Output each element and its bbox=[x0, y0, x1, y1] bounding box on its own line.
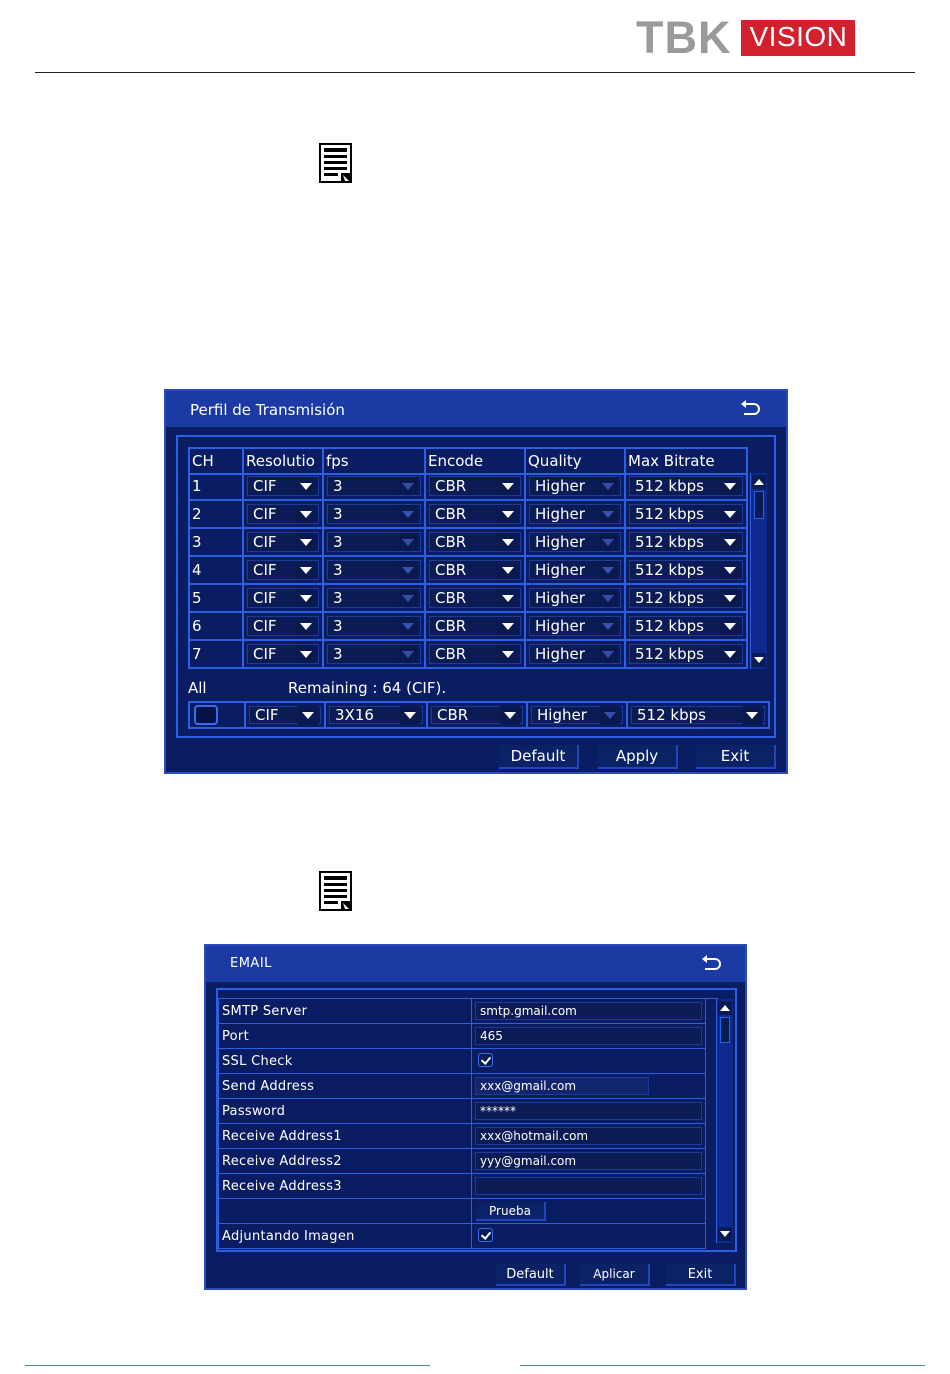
fps-cell bbox=[324, 529, 426, 557]
enc-value: CBR bbox=[435, 561, 467, 579]
chevron-down-icon[interactable] bbox=[720, 589, 740, 607]
all-bitrate-dropdown[interactable] bbox=[631, 706, 765, 724]
text-input[interactable]: yyy@gmail.com bbox=[475, 1152, 702, 1170]
stream-window-title: Perfil de Transmisión bbox=[190, 401, 345, 419]
bit-cell bbox=[626, 473, 748, 501]
setting-label: Port bbox=[218, 1024, 472, 1049]
chevron-down-icon[interactable] bbox=[598, 477, 618, 495]
setting-value-cell bbox=[472, 1199, 706, 1224]
bit-cell bbox=[626, 585, 748, 613]
remaining-text: Remaining : 64 (CIF). bbox=[288, 679, 447, 697]
all-fps-cell bbox=[326, 703, 428, 727]
channel-number: 7 bbox=[188, 641, 244, 669]
email-window bbox=[204, 944, 747, 1290]
scroll-up-button[interactable] bbox=[752, 475, 766, 489]
chevron-down-icon[interactable] bbox=[742, 706, 762, 724]
fps-value: 3 bbox=[333, 505, 343, 523]
res-dropdown[interactable] bbox=[247, 588, 319, 608]
scroll-thumb[interactable] bbox=[720, 1017, 730, 1043]
back-arrow-icon[interactable] bbox=[740, 400, 762, 418]
fps-dropdown[interactable] bbox=[327, 588, 421, 608]
email-window-title: EMAIL bbox=[230, 956, 272, 971]
email-setting-row bbox=[218, 1124, 706, 1149]
enc-dropdown[interactable] bbox=[429, 532, 521, 552]
res-value: CIF bbox=[253, 645, 277, 663]
footer-rule-right bbox=[520, 1365, 925, 1366]
res-value: CIF bbox=[253, 533, 277, 551]
checkbox-checked[interactable] bbox=[478, 1053, 493, 1067]
enc-dropdown[interactable] bbox=[429, 560, 521, 580]
stream-row bbox=[188, 501, 748, 527]
all-check-cell bbox=[190, 703, 246, 727]
chevron-down-icon[interactable] bbox=[400, 706, 420, 724]
enc-cell bbox=[426, 585, 526, 613]
fps-value: 3 bbox=[333, 589, 343, 607]
channel-number: 5 bbox=[188, 585, 244, 613]
chevron-down-icon[interactable] bbox=[498, 589, 518, 607]
setting-value-cell bbox=[472, 1124, 706, 1149]
qua-value: Higher bbox=[535, 477, 585, 495]
bit-value: 512 kbps bbox=[635, 645, 704, 663]
qua-cell bbox=[526, 641, 626, 669]
all-channels-checkbox[interactable] bbox=[194, 705, 218, 725]
email-setting-row bbox=[218, 1174, 706, 1199]
stream-row bbox=[188, 473, 748, 499]
res-dropdown[interactable] bbox=[247, 476, 319, 496]
setting-value-cell bbox=[472, 1099, 706, 1124]
apply-button[interactable]: Apply bbox=[598, 745, 678, 769]
col-quality: Quality bbox=[526, 447, 626, 475]
chevron-down-icon[interactable] bbox=[720, 533, 740, 551]
text-input[interactable]: xxx@hotmail.com bbox=[475, 1127, 702, 1145]
enc-dropdown[interactable] bbox=[429, 476, 521, 496]
bit-dropdown[interactable] bbox=[629, 644, 743, 664]
chevron-down-icon[interactable] bbox=[720, 505, 740, 523]
fps-dropdown[interactable] bbox=[327, 644, 421, 664]
email-setting-row bbox=[218, 1099, 706, 1124]
qua-value: Higher bbox=[535, 645, 585, 663]
logo-vision-badge: VISION bbox=[741, 20, 855, 56]
qua-cell bbox=[526, 473, 626, 501]
enc-cell bbox=[426, 529, 526, 557]
bit-cell bbox=[626, 501, 748, 529]
chevron-down-icon[interactable] bbox=[398, 589, 418, 607]
fps-value: 3 bbox=[333, 645, 343, 663]
all-quality-value: Higher bbox=[537, 706, 587, 724]
chevron-down-icon[interactable] bbox=[598, 617, 618, 635]
qua-dropdown[interactable] bbox=[529, 588, 621, 608]
channel-number: 4 bbox=[188, 557, 244, 585]
email-setting-row bbox=[218, 1149, 706, 1174]
stream-row bbox=[188, 641, 748, 667]
qua-value: Higher bbox=[535, 561, 585, 579]
all-bitrate-cell bbox=[628, 703, 768, 727]
chevron-down-icon[interactable] bbox=[296, 505, 316, 523]
text-input[interactable]: xxx@gmail.com bbox=[475, 1077, 649, 1095]
res-cell bbox=[244, 473, 324, 501]
fps-cell bbox=[324, 585, 426, 613]
setting-value-cell bbox=[472, 1174, 706, 1199]
qua-cell bbox=[526, 613, 626, 641]
bit-dropdown[interactable] bbox=[629, 504, 743, 524]
fps-cell bbox=[324, 501, 426, 529]
qua-dropdown[interactable] bbox=[529, 476, 621, 496]
stream-row bbox=[188, 557, 748, 583]
bit-value: 512 kbps bbox=[635, 617, 704, 635]
chevron-down-icon[interactable] bbox=[498, 617, 518, 635]
col-max-bitrate: Max Bitrate bbox=[626, 447, 748, 475]
setting-value-cell bbox=[472, 1074, 706, 1099]
res-dropdown[interactable] bbox=[247, 504, 319, 524]
setting-label: Receive Address2 bbox=[218, 1149, 472, 1174]
qua-dropdown[interactable] bbox=[529, 560, 621, 580]
col-resolution: Resolutio bbox=[244, 447, 324, 475]
enc-dropdown[interactable] bbox=[429, 588, 521, 608]
chevron-down-icon[interactable] bbox=[498, 533, 518, 551]
chevron-down-icon[interactable] bbox=[598, 645, 618, 663]
footer-rule-left bbox=[25, 1365, 430, 1366]
bit-dropdown[interactable] bbox=[629, 588, 743, 608]
stream-scrollbar[interactable] bbox=[750, 473, 767, 669]
chevron-down-icon[interactable] bbox=[720, 561, 740, 579]
fps-dropdown[interactable] bbox=[327, 616, 421, 636]
res-cell bbox=[244, 501, 324, 529]
chevron-down-icon[interactable] bbox=[720, 477, 740, 495]
chevron-down-icon[interactable] bbox=[498, 645, 518, 663]
chevron-down-icon[interactable] bbox=[398, 505, 418, 523]
menu-document-icon bbox=[319, 871, 352, 911]
res-cell bbox=[244, 613, 324, 641]
email-setting-row bbox=[218, 1199, 706, 1224]
res-cell bbox=[244, 529, 324, 557]
chevron-down-icon[interactable] bbox=[296, 561, 316, 579]
res-value: CIF bbox=[253, 477, 277, 495]
email-setting-row bbox=[218, 1024, 706, 1049]
chevron-down-icon[interactable] bbox=[598, 533, 618, 551]
enc-cell bbox=[426, 473, 526, 501]
chevron-down-icon[interactable] bbox=[296, 477, 316, 495]
stream-table-header bbox=[188, 447, 748, 473]
back-arrow-icon[interactable] bbox=[701, 955, 723, 973]
channel-number: 2 bbox=[188, 501, 244, 529]
setting-label bbox=[218, 1199, 472, 1224]
email-setting-row bbox=[218, 1049, 706, 1074]
all-encode-dropdown[interactable] bbox=[431, 706, 523, 724]
qua-dropdown[interactable] bbox=[529, 532, 621, 552]
chevron-down-icon[interactable] bbox=[398, 561, 418, 579]
fps-dropdown[interactable] bbox=[327, 560, 421, 580]
text-input[interactable] bbox=[475, 1177, 702, 1195]
res-dropdown[interactable] bbox=[247, 532, 319, 552]
enc-dropdown[interactable] bbox=[429, 504, 521, 524]
col-ch: CH bbox=[188, 447, 244, 475]
chevron-down-icon[interactable] bbox=[398, 617, 418, 635]
scroll-thumb[interactable] bbox=[754, 491, 764, 519]
fps-cell bbox=[324, 613, 426, 641]
all-fps-value: 3X16 bbox=[335, 706, 374, 724]
default-button[interactable]: Default bbox=[496, 1264, 566, 1286]
enc-dropdown[interactable] bbox=[429, 616, 521, 636]
qua-value: Higher bbox=[535, 589, 585, 607]
scroll-up-button[interactable] bbox=[718, 1001, 732, 1015]
setting-value-cell bbox=[472, 1224, 706, 1249]
col-fps: fps bbox=[324, 447, 426, 475]
setting-label: Receive Address3 bbox=[218, 1174, 472, 1199]
res-cell bbox=[244, 557, 324, 585]
email-settings-panel bbox=[216, 988, 737, 1252]
all-label: All bbox=[188, 679, 207, 697]
chevron-down-icon[interactable] bbox=[296, 617, 316, 635]
qua-dropdown[interactable] bbox=[529, 616, 621, 636]
bit-value: 512 kbps bbox=[635, 589, 704, 607]
bit-value: 512 kbps bbox=[635, 533, 704, 551]
chevron-down-icon[interactable] bbox=[600, 706, 620, 724]
res-dropdown[interactable] bbox=[247, 560, 319, 580]
setting-label: Send Address bbox=[218, 1074, 472, 1099]
stream-profile-window bbox=[164, 389, 788, 774]
enc-value: CBR bbox=[435, 589, 467, 607]
bit-value: 512 kbps bbox=[635, 477, 704, 495]
scroll-down-button[interactable] bbox=[752, 653, 766, 667]
bit-value: 512 kbps bbox=[635, 561, 704, 579]
chevron-down-icon[interactable] bbox=[498, 561, 518, 579]
fps-value: 3 bbox=[333, 477, 343, 495]
chevron-down-icon[interactable] bbox=[296, 589, 316, 607]
qua-cell bbox=[526, 585, 626, 613]
chevron-down-icon[interactable] bbox=[398, 533, 418, 551]
qua-value: Higher bbox=[535, 617, 585, 635]
enc-dropdown[interactable] bbox=[429, 644, 521, 664]
qua-dropdown[interactable] bbox=[529, 504, 621, 524]
default-button[interactable]: Default bbox=[499, 745, 579, 769]
chevron-down-icon[interactable] bbox=[296, 645, 316, 663]
qua-cell bbox=[526, 557, 626, 585]
stream-row bbox=[188, 529, 748, 555]
email-titlebar bbox=[206, 946, 745, 982]
setting-value-cell bbox=[472, 999, 706, 1024]
stream-row bbox=[188, 613, 748, 639]
exit-button[interactable]: Exit bbox=[666, 1264, 736, 1286]
exit-button[interactable]: Exit bbox=[696, 745, 776, 769]
setting-label: Password bbox=[218, 1099, 472, 1124]
fps-cell bbox=[324, 557, 426, 585]
setting-label: SMTP Server bbox=[218, 999, 472, 1024]
setting-value-cell bbox=[472, 1049, 706, 1074]
chevron-down-icon[interactable] bbox=[720, 645, 740, 663]
all-encode-cell bbox=[428, 703, 528, 727]
fps-cell bbox=[324, 473, 426, 501]
all-quality-dropdown[interactable] bbox=[531, 706, 623, 724]
chevron-down-icon[interactable] bbox=[398, 645, 418, 663]
text-input[interactable]: 465 bbox=[475, 1027, 702, 1045]
setting-label: Adjuntando Imagen bbox=[218, 1224, 472, 1249]
logo-tbk-text: TBK bbox=[636, 12, 732, 63]
bit-dropdown[interactable] bbox=[629, 476, 743, 496]
channel-number: 1 bbox=[188, 473, 244, 501]
setting-value-cell bbox=[472, 1149, 706, 1174]
chevron-down-icon[interactable] bbox=[598, 561, 618, 579]
setting-value-cell bbox=[472, 1024, 706, 1049]
email-setting-row bbox=[218, 999, 706, 1024]
all-resolution-dropdown[interactable] bbox=[249, 706, 321, 724]
all-resolution-cell bbox=[246, 703, 326, 727]
enc-value: CBR bbox=[435, 617, 467, 635]
res-dropdown[interactable] bbox=[247, 644, 319, 664]
fps-value: 3 bbox=[333, 617, 343, 635]
chevron-down-icon[interactable] bbox=[498, 477, 518, 495]
col-encode: Encode bbox=[426, 447, 526, 475]
bit-cell bbox=[626, 557, 748, 585]
text-input[interactable]: ****** bbox=[475, 1102, 702, 1120]
enc-value: CBR bbox=[435, 645, 467, 663]
channel-number: 3 bbox=[188, 529, 244, 557]
enc-cell bbox=[426, 641, 526, 669]
bit-cell bbox=[626, 613, 748, 641]
res-cell bbox=[244, 641, 324, 669]
qua-cell bbox=[526, 529, 626, 557]
all-channels-row bbox=[188, 701, 770, 729]
all-bitrate-value: 512 kbps bbox=[637, 706, 706, 724]
enc-cell bbox=[426, 613, 526, 641]
header-rule bbox=[35, 72, 915, 73]
res-value: CIF bbox=[253, 505, 277, 523]
fps-cell bbox=[324, 641, 426, 669]
res-value: CIF bbox=[253, 561, 277, 579]
scroll-down-button[interactable] bbox=[718, 1227, 732, 1241]
qua-cell bbox=[526, 501, 626, 529]
all-resolution-value: CIF bbox=[255, 706, 279, 724]
fps-dropdown[interactable] bbox=[327, 476, 421, 496]
enc-cell bbox=[426, 557, 526, 585]
res-value: CIF bbox=[253, 589, 277, 607]
bit-dropdown[interactable] bbox=[629, 532, 743, 552]
text-input[interactable]: smtp.gmail.com bbox=[475, 1002, 702, 1020]
fps-dropdown[interactable] bbox=[327, 532, 421, 552]
all-encode-value: CBR bbox=[437, 706, 469, 724]
qua-dropdown[interactable] bbox=[529, 644, 621, 664]
enc-cell bbox=[426, 501, 526, 529]
chevron-down-icon[interactable] bbox=[298, 706, 318, 724]
setting-label: SSL Check bbox=[218, 1049, 472, 1074]
email-scrollbar[interactable] bbox=[716, 999, 733, 1243]
apply-button[interactable]: Aplicar bbox=[580, 1264, 650, 1286]
res-value: CIF bbox=[253, 617, 277, 635]
fps-value: 3 bbox=[333, 533, 343, 551]
chevron-down-icon[interactable] bbox=[720, 617, 740, 635]
checkbox-checked[interactable] bbox=[478, 1228, 493, 1242]
qua-value: Higher bbox=[535, 505, 585, 523]
enc-value: CBR bbox=[435, 533, 467, 551]
stream-row bbox=[188, 585, 748, 611]
channel-number: 6 bbox=[188, 613, 244, 641]
setting-label: Receive Address1 bbox=[218, 1124, 472, 1149]
menu-document-icon bbox=[319, 143, 352, 183]
email-setting-row bbox=[218, 1074, 706, 1099]
res-cell bbox=[244, 585, 324, 613]
email-setting-row bbox=[218, 1224, 706, 1249]
enc-value: CBR bbox=[435, 505, 467, 523]
fps-dropdown[interactable] bbox=[327, 504, 421, 524]
fps-value: 3 bbox=[333, 561, 343, 579]
bit-dropdown[interactable] bbox=[629, 560, 743, 580]
bit-cell bbox=[626, 641, 748, 669]
chevron-down-icon[interactable] bbox=[296, 533, 316, 551]
bit-value: 512 kbps bbox=[635, 505, 704, 523]
tbk-vision-logo bbox=[636, 12, 855, 63]
chevron-down-icon[interactable] bbox=[598, 589, 618, 607]
stream-table-panel bbox=[176, 435, 776, 738]
chevron-down-icon[interactable] bbox=[500, 706, 520, 724]
res-dropdown[interactable] bbox=[247, 616, 319, 636]
test-button[interactable]: Prueba bbox=[476, 1202, 546, 1221]
chevron-down-icon[interactable] bbox=[398, 477, 418, 495]
chevron-down-icon[interactable] bbox=[598, 505, 618, 523]
bit-dropdown[interactable] bbox=[629, 616, 743, 636]
bit-cell bbox=[626, 529, 748, 557]
enc-value: CBR bbox=[435, 477, 467, 495]
chevron-down-icon[interactable] bbox=[498, 505, 518, 523]
qua-value: Higher bbox=[535, 533, 585, 551]
all-quality-cell bbox=[528, 703, 628, 727]
all-fps-dropdown[interactable] bbox=[329, 706, 423, 724]
